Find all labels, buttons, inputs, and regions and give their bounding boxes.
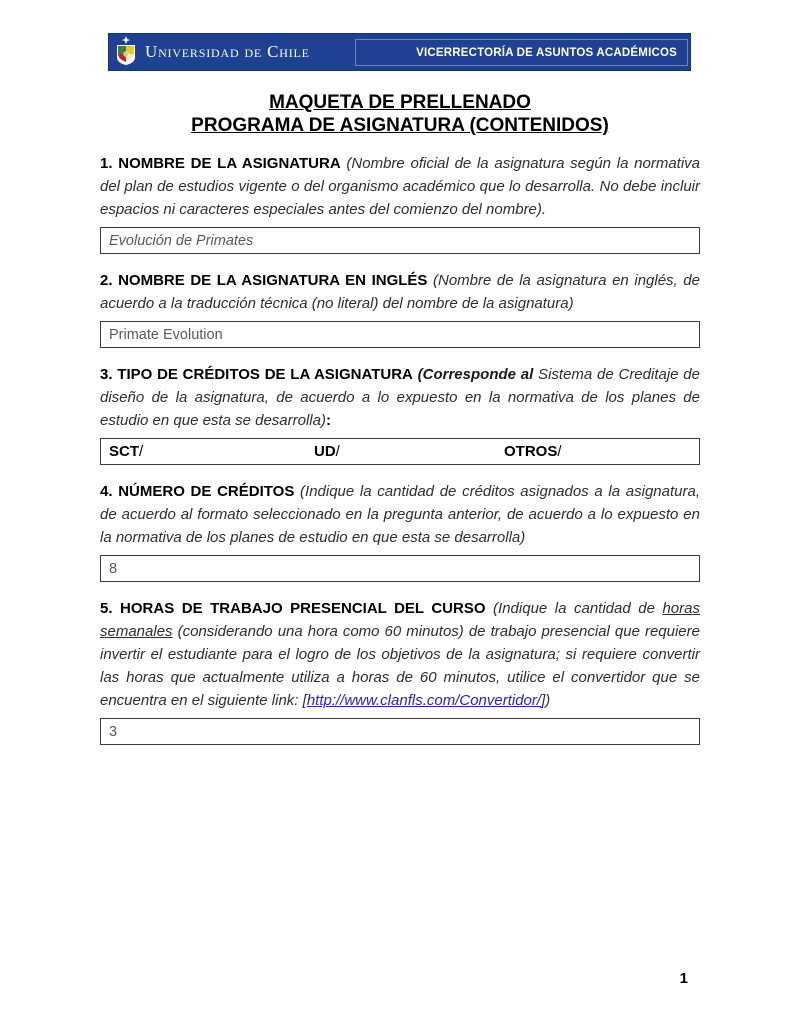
section-5-underlined-phrase: horas semanales xyxy=(100,600,700,640)
page-number: 1 xyxy=(679,970,688,987)
section-3-heading: 3. TIPO DE CRÉDITOS DE LA ASIGNATURA xyxy=(100,366,413,383)
department-name: VICERRECTORÍA DE ASUNTOS ACADÉMICOS xyxy=(355,39,688,66)
section-5-paragraph xyxy=(100,597,700,712)
university-name: Universidad de Chile xyxy=(145,42,310,61)
section-1-heading: 1. NOMBRE DE LA ASIGNATURA xyxy=(100,155,341,172)
section-3-description: Sistema de Creditaje de diseño de la asignatura, de acuerdo a lo expuesto en la normativa de los planes de estudio en que esta se desarrolla) xyxy=(100,366,700,429)
section-2-paragraph xyxy=(100,269,700,315)
credit-count-field[interactable] xyxy=(100,555,700,582)
title-line-1: MAQUETA DE PRELLENADO xyxy=(269,92,531,113)
section-3-paragraph xyxy=(100,363,700,432)
section-5-description-tail: ]) xyxy=(541,692,551,709)
section-4-heading: 4. NÚMERO DE CRÉDITOS xyxy=(100,483,295,500)
course-name-value: Evolución de Primates xyxy=(109,232,254,249)
section-4-paragraph xyxy=(100,480,700,549)
course-name-english-value: Primate Evolution xyxy=(109,326,223,343)
converter-link[interactable]: http://www.clanfls.com/Convertidor/ xyxy=(306,692,542,709)
course-name-field[interactable] xyxy=(100,227,700,254)
section-2-heading: 2. NOMBRE DE LA ASIGNATURA EN INGLÉS xyxy=(100,272,428,289)
title-line-2: PROGRAMA DE ASIGNATURA (CONTENIDOS) xyxy=(191,115,609,136)
section-3-colon: : xyxy=(325,412,331,429)
credit-count-value: 8 xyxy=(109,560,118,577)
section-3-description-lead: (Corresponde al xyxy=(417,366,534,383)
header-bar xyxy=(108,33,691,71)
section-5-description-mid: (considerando una hora como 60 minutos) de trabajo presencial que requiere invertir el estudiante para el logro de los objetivos de la asignatura; si requiere convertir las horas que actualmente utiliza a horas de 60 minutos, utilice el convertidor que se encuentra en el siguiente link: [ xyxy=(100,623,700,709)
section-course-name-english xyxy=(100,269,700,348)
credit-option-ud: UD/ xyxy=(314,443,340,460)
contact-hours-value: 3 xyxy=(109,723,118,740)
credit-option-sct: SCT/ xyxy=(109,443,144,460)
section-2-description: (Nombre de la asignatura en inglés, de acuerdo a la traducción técnica (no literal) del nombre de la asignatura) xyxy=(100,272,700,312)
university-logo-icon xyxy=(114,35,138,67)
credit-option-otros: OTROS/ xyxy=(504,443,562,460)
section-contact-hours xyxy=(100,597,700,745)
section-1-paragraph xyxy=(100,152,700,221)
section-credit-type xyxy=(100,363,700,465)
section-course-name xyxy=(100,152,700,254)
section-1-description: (Nombre oficial de la asignatura según la normativa del plan de estudios vigente o del organismo académico que lo desarrolla. No debe incluir espacios ni caracteres especiales antes del comienzo del nombre). xyxy=(100,155,701,218)
credit-type-field[interactable] xyxy=(100,438,700,465)
document-title xyxy=(100,91,700,137)
section-5-description-lead: (Indique la cantidad de xyxy=(493,600,663,617)
contact-hours-field[interactable] xyxy=(100,718,700,745)
course-name-english-field[interactable] xyxy=(100,321,700,348)
section-5-heading: 5. HORAS DE TRABAJO PRESENCIAL DEL CURSO xyxy=(100,600,486,617)
section-credit-count xyxy=(100,480,700,582)
section-4-description: (Indique la cantidad de créditos asignados a la asignatura, de acuerdo al formato seleccionado en la pregunta anterior, de acuerdo a lo expuesto en la normativa de los planes de estudio en que esta se desarrolla) xyxy=(100,483,700,546)
